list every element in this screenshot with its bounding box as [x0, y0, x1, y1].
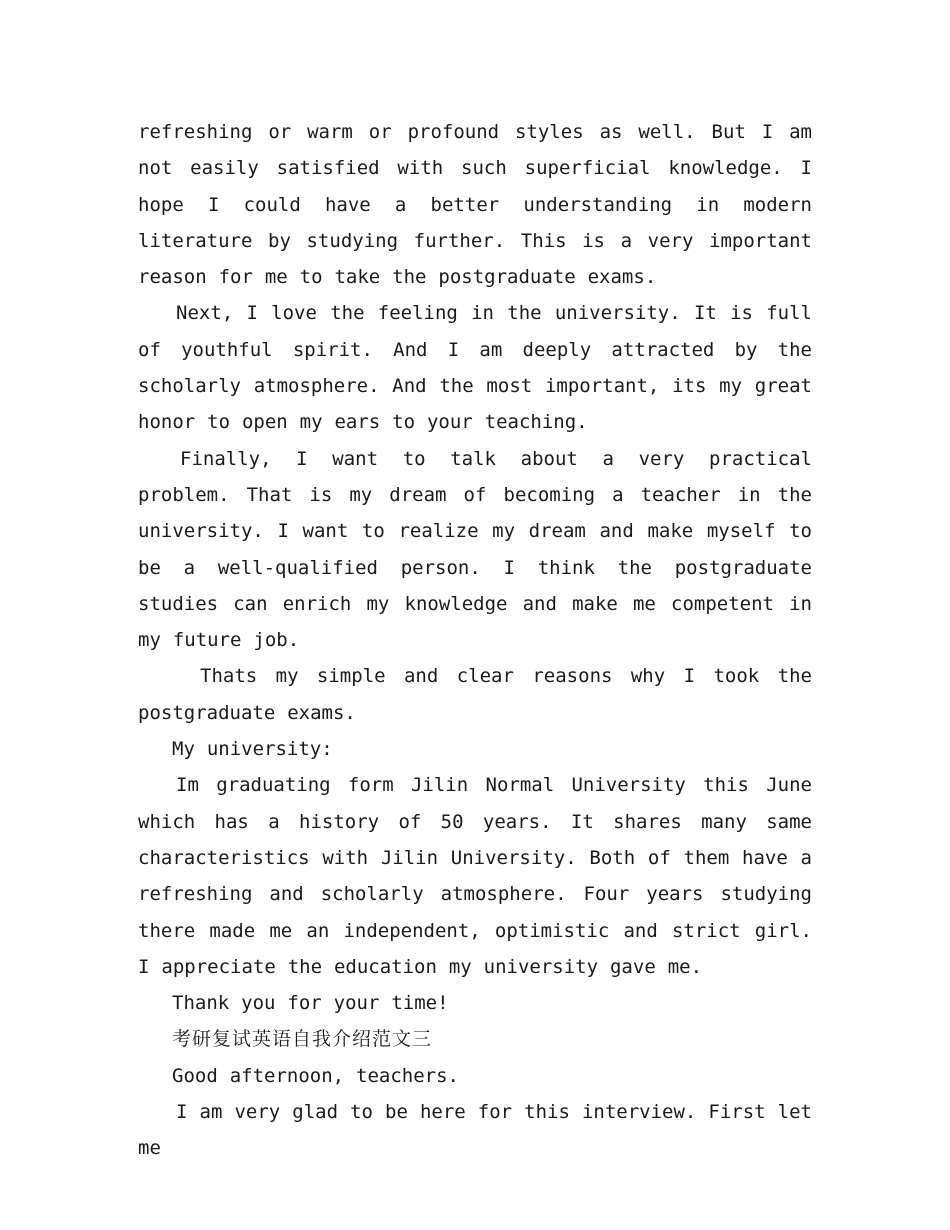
- paragraph-teacher-dream: Finally, I want to talk about a very practical problem. That is my dream of becoming a teacher in the university. I want to realize my dream and make myself to be a well-qualified person. I think the postgraduate studies can enrich my knowledge and make me competent in my future job.: [138, 447, 812, 652]
- paragraph-university-feeling: Next, I love the feeling in the university. It is full of youthful spirit. And I am deeply attracted by the scholarly atmosphere. And the most important, its my great honor to open my ears to your teaching.: [138, 302, 812, 434]
- heading-my-university: My university:: [172, 738, 333, 761]
- paragraph-jilin-normal-university: Im graduating form Jilin Normal University this June which has a history of 50 years. It shares many same characteristics with Jilin University. Both of them have a refreshing and scholarly atmosphere. Four years studying there made me an independent, optimistic and strict girl. I appreciate the education my university gave me.: [138, 774, 812, 978]
- paragraph-literature-reason: refreshing or warm or profound styles as well. But I am not easily satisfied with such superficial knowledge. I hope I could have a better understanding in modern literature by studying further. This is a very important reason for me to take the postgraduate exams.: [138, 121, 812, 289]
- paragraph-greeting: Good afternoon, teachers.: [172, 1064, 459, 1087]
- paragraph-interview-opening: I am very glad to be here for this interview. First let me: [138, 1101, 812, 1160]
- section-title-sample-three: 考研复试英语自我介绍范文三: [172, 1028, 433, 1051]
- paragraph-reasons-summary: Thats my simple and clear reasons why I took the postgraduate exams.: [138, 665, 812, 724]
- document-body: [138, 114, 812, 1167]
- paragraph-thank-you: Thank you for your time!: [172, 992, 449, 1015]
